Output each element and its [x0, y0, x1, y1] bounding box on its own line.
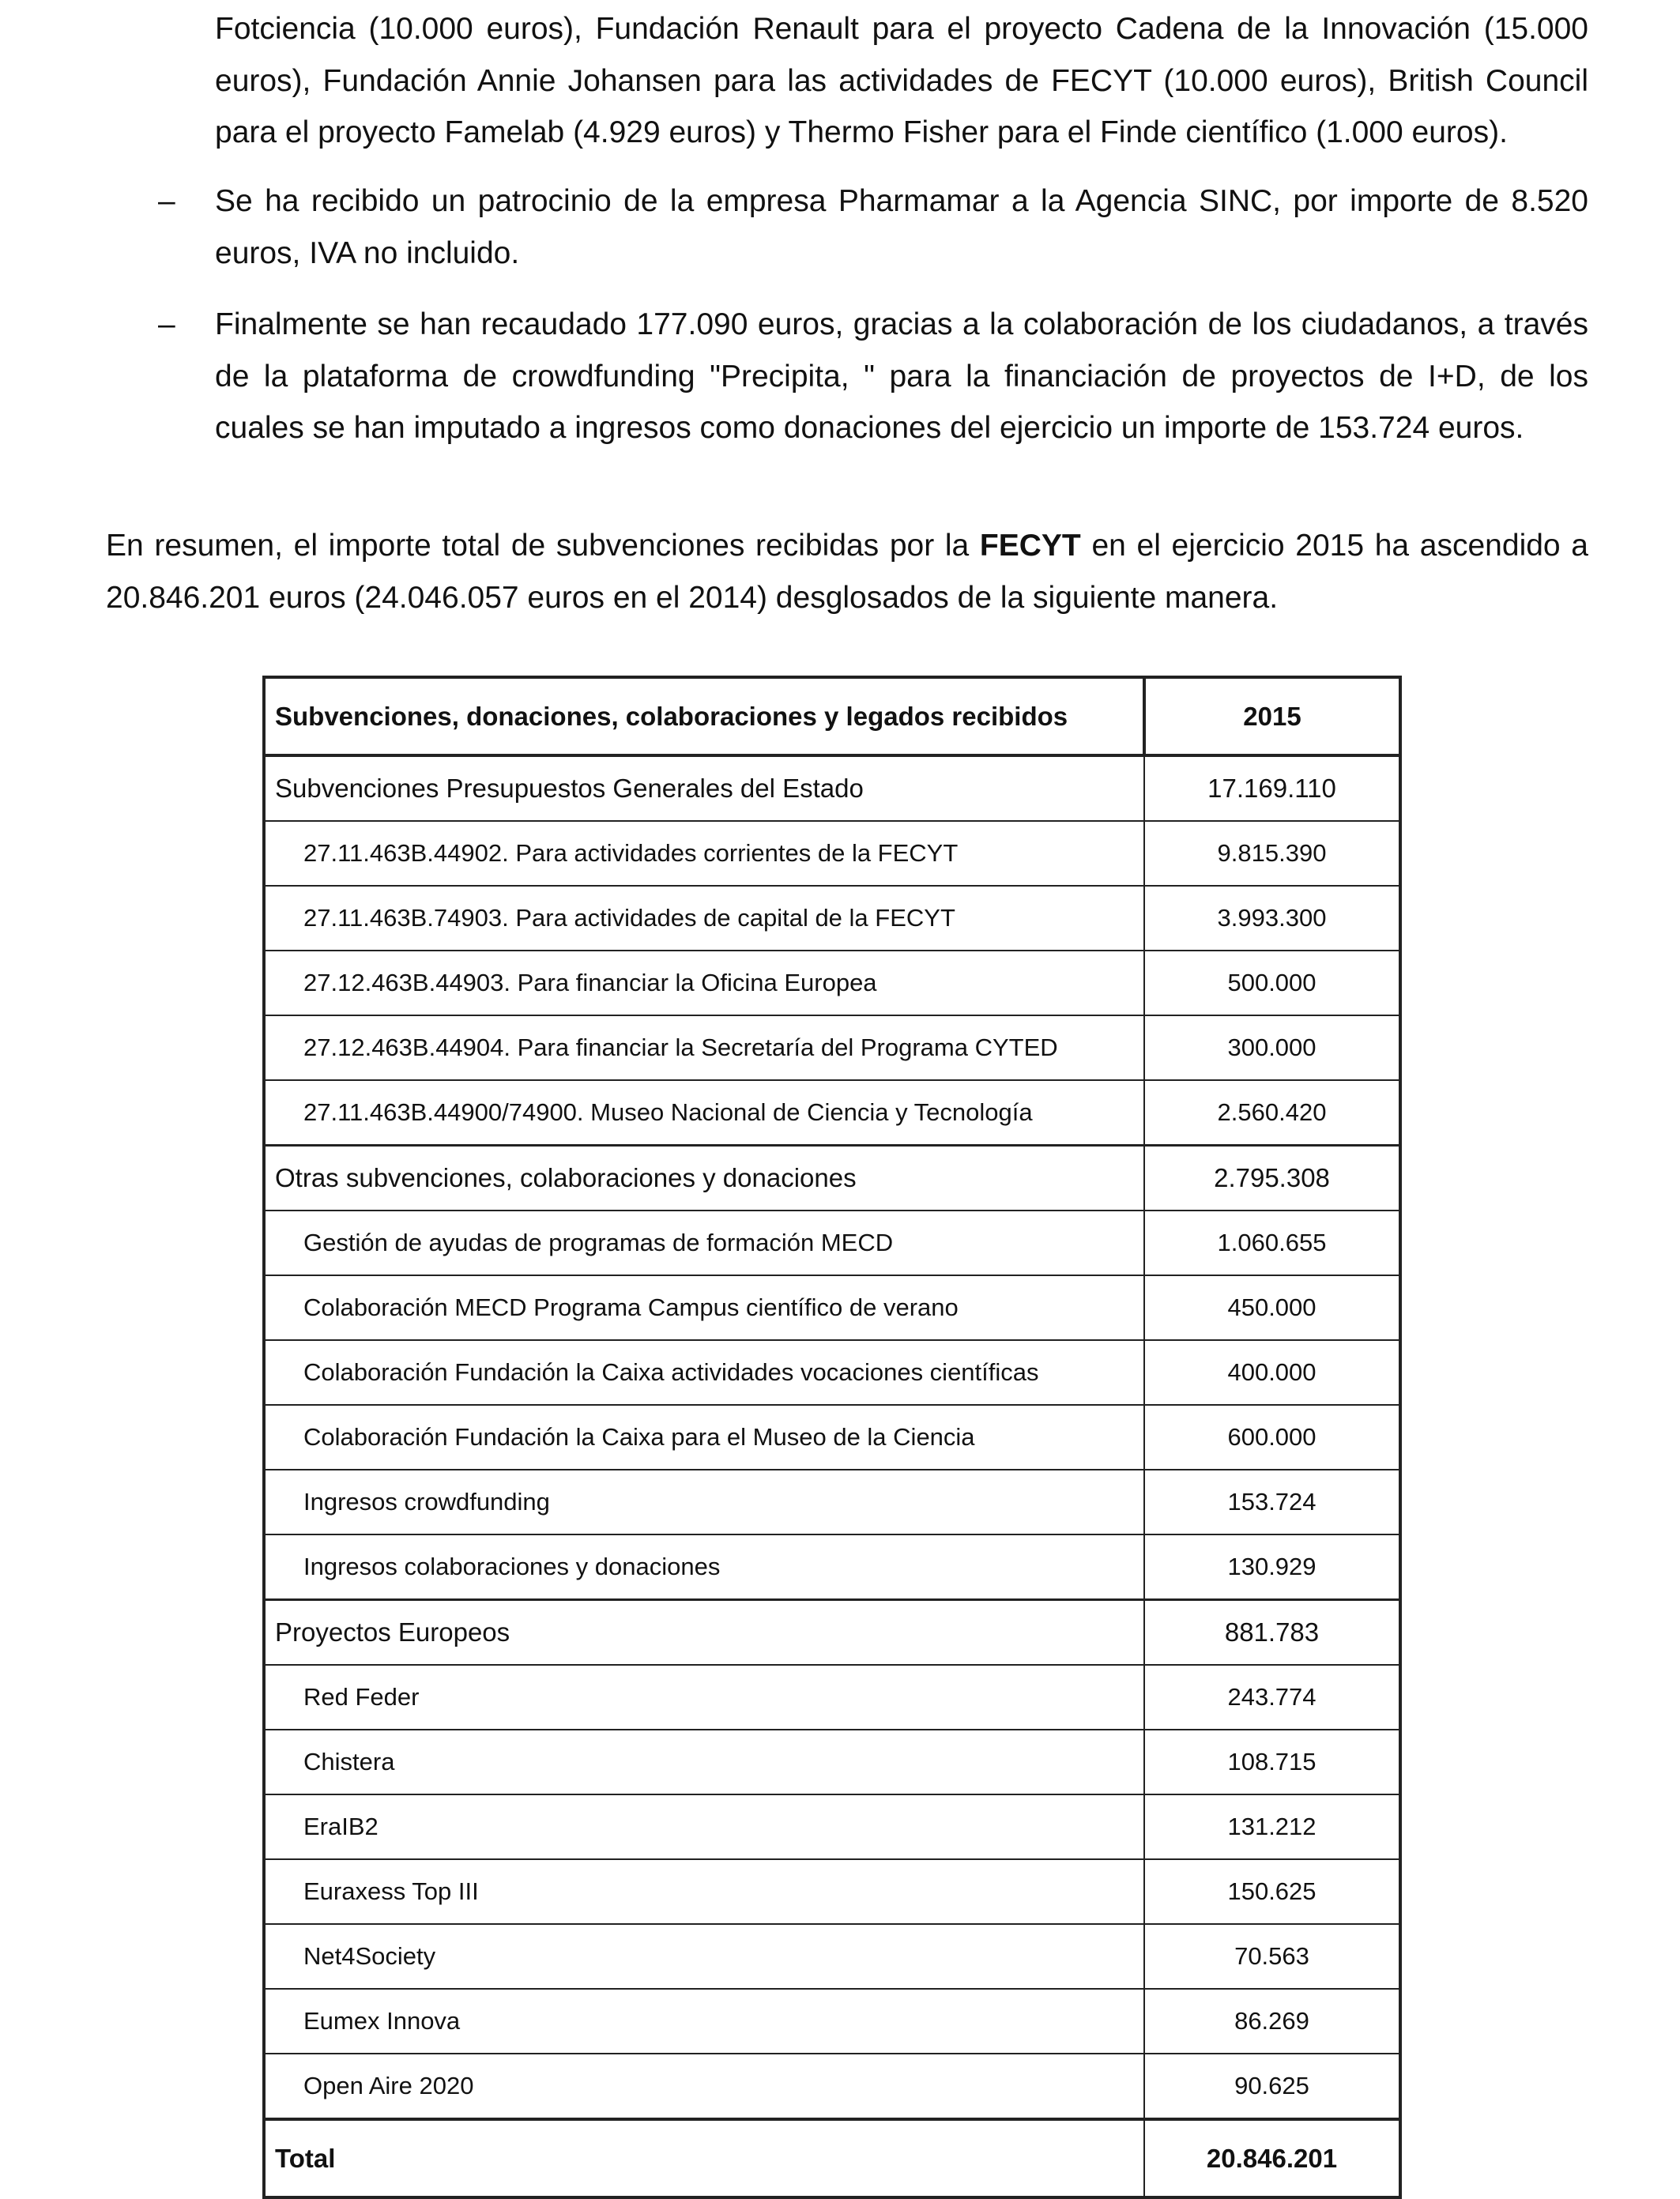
- table-row: [264, 1794, 1400, 1859]
- table-row: [264, 1730, 1400, 1794]
- table-row: [264, 1080, 1400, 1146]
- table-row: [264, 886, 1400, 951]
- row-value: 131.212: [1144, 1794, 1400, 1859]
- row-label: Colaboración Fundación la Caixa para el Museo de la Ciencia: [264, 1405, 1144, 1470]
- summary-paragraph: [106, 520, 1588, 623]
- row-label: 27.11.463B.74903. Para actividades de capital de la FECYT: [264, 886, 1144, 951]
- row-label: Subvenciones Presupuestos Generales del Estado: [264, 755, 1144, 821]
- row-value: 90.625: [1144, 2054, 1400, 2119]
- table-row: [264, 1470, 1400, 1534]
- row-label: Chistera: [264, 1730, 1144, 1794]
- row-label: EraIB2: [264, 1794, 1144, 1859]
- row-value: 150.625: [1144, 1859, 1400, 1924]
- table-section-row: [264, 1600, 1400, 1666]
- summary-org: FECYT: [979, 529, 1081, 563]
- bullet-dash: –: [158, 184, 175, 218]
- bullet-pharmamar: Se ha recibido un patrocinio de la empresa Pharmamar a la Agencia SINC, por importe de 8.520 euros, IVA no incluido.: [215, 184, 1588, 270]
- row-value: 108.715: [1144, 1730, 1400, 1794]
- table-row: [264, 2054, 1400, 2119]
- summary-text-before: En resumen, el importe total de subvenciones recibidas por la: [106, 529, 980, 563]
- table-row: [264, 1859, 1400, 1924]
- row-value: 153.724: [1144, 1470, 1400, 1534]
- summary-text-after: en el ejercicio 2015 ha ascendido a 20.846.201 euros (24.046.057 euros en el 2014) desglosados de la siguiente manera.: [106, 529, 1588, 615]
- row-label: 27.11.463B.44900/74900. Museo Nacional de Ciencia y Tecnología: [264, 1080, 1144, 1146]
- row-label: Gestión de ayudas de programas de formación MECD: [264, 1211, 1144, 1275]
- row-label: Ingresos colaboraciones y donaciones: [264, 1534, 1144, 1600]
- table-row: [264, 1211, 1400, 1275]
- row-label: Ingresos crowdfunding: [264, 1470, 1144, 1534]
- row-value: 70.563: [1144, 1924, 1400, 1989]
- table-row: [264, 1665, 1400, 1730]
- table-row: [264, 951, 1400, 1015]
- row-value: 450.000: [1144, 1275, 1400, 1340]
- table-row: [264, 821, 1400, 886]
- row-value: 881.783: [1144, 1600, 1400, 1666]
- header-label: Subvenciones, donaciones, colaboraciones y legados recibidos: [264, 677, 1144, 755]
- subsidies-table: [262, 676, 1402, 2199]
- row-label: 27.12.463B.44904. Para financiar la Secretaría del Programa CYTED: [264, 1015, 1144, 1080]
- total-value: 20.846.201: [1144, 2119, 1400, 2197]
- table-section-row: [264, 755, 1400, 821]
- table-section-row: [264, 1146, 1400, 1211]
- row-value: 2.560.420: [1144, 1080, 1400, 1146]
- row-value: 130.929: [1144, 1534, 1400, 1600]
- intro-continuation-paragraph: Fotciencia (10.000 euros), Fundación Renault para el proyecto Cadena de la Innovación (15.000 euros), Fundación Annie Johansen para las actividades de FECYT (10.000 euros), British Council para el proyecto Famelab (4.929 euros) y Thermo Fisher para el Finde científico (1.000 euros).: [215, 12, 1588, 149]
- row-label: 27.11.463B.44902. Para actividades corrientes de la FECYT: [264, 821, 1144, 886]
- row-label: Colaboración Fundación la Caixa actividades vocaciones científicas: [264, 1340, 1144, 1405]
- row-value: 400.000: [1144, 1340, 1400, 1405]
- row-value: 2.795.308: [1144, 1146, 1400, 1211]
- row-value: 1.060.655: [1144, 1211, 1400, 1275]
- header-year: 2015: [1144, 677, 1400, 755]
- row-value: 3.993.300: [1144, 886, 1400, 951]
- row-label: Colaboración MECD Programa Campus científico de verano: [264, 1275, 1144, 1340]
- total-label: Total: [264, 2119, 1144, 2197]
- row-value: 243.774: [1144, 1665, 1400, 1730]
- row-value: 17.169.110: [1144, 755, 1400, 821]
- table-row: [264, 1534, 1400, 1600]
- row-value: 300.000: [1144, 1015, 1400, 1080]
- table-total-row: [264, 2119, 1400, 2197]
- table-row: [264, 1275, 1400, 1340]
- row-label: Proyectos Europeos: [264, 1600, 1144, 1666]
- row-value: 500.000: [1144, 951, 1400, 1015]
- row-value: 600.000: [1144, 1405, 1400, 1470]
- row-label: Otras subvenciones, colaboraciones y donaciones: [264, 1146, 1144, 1211]
- row-label: Euraxess Top III: [264, 1859, 1144, 1924]
- row-label: Red Feder: [264, 1665, 1144, 1730]
- row-value: 86.269: [1144, 1989, 1400, 2054]
- bullet-crowdfunding: Finalmente se han recaudado 177.090 euros, gracias a la colaboración de los ciudadanos, a través de la plataforma de crowdfunding "Precipita, " para la financiación de proyectos de I+D, de los cuales se han imputado a ingresos como donaciones del ejercicio un importe de 153.724 euros.: [215, 307, 1588, 445]
- table-row: [264, 1340, 1400, 1405]
- row-label: Eumex Innova: [264, 1989, 1144, 2054]
- row-value: 9.815.390: [1144, 821, 1400, 886]
- table-row: [264, 1015, 1400, 1080]
- row-label: Net4Society: [264, 1924, 1144, 1989]
- bullet-dash: –: [158, 307, 175, 341]
- table-row: [264, 1924, 1400, 1989]
- row-label: Open Aire 2020: [264, 2054, 1144, 2119]
- table-row: [264, 1989, 1400, 2054]
- table-row: [264, 1405, 1400, 1470]
- row-label: 27.12.463B.44903. Para financiar la Oficina Europea: [264, 951, 1144, 1015]
- table-header-row: [264, 677, 1400, 755]
